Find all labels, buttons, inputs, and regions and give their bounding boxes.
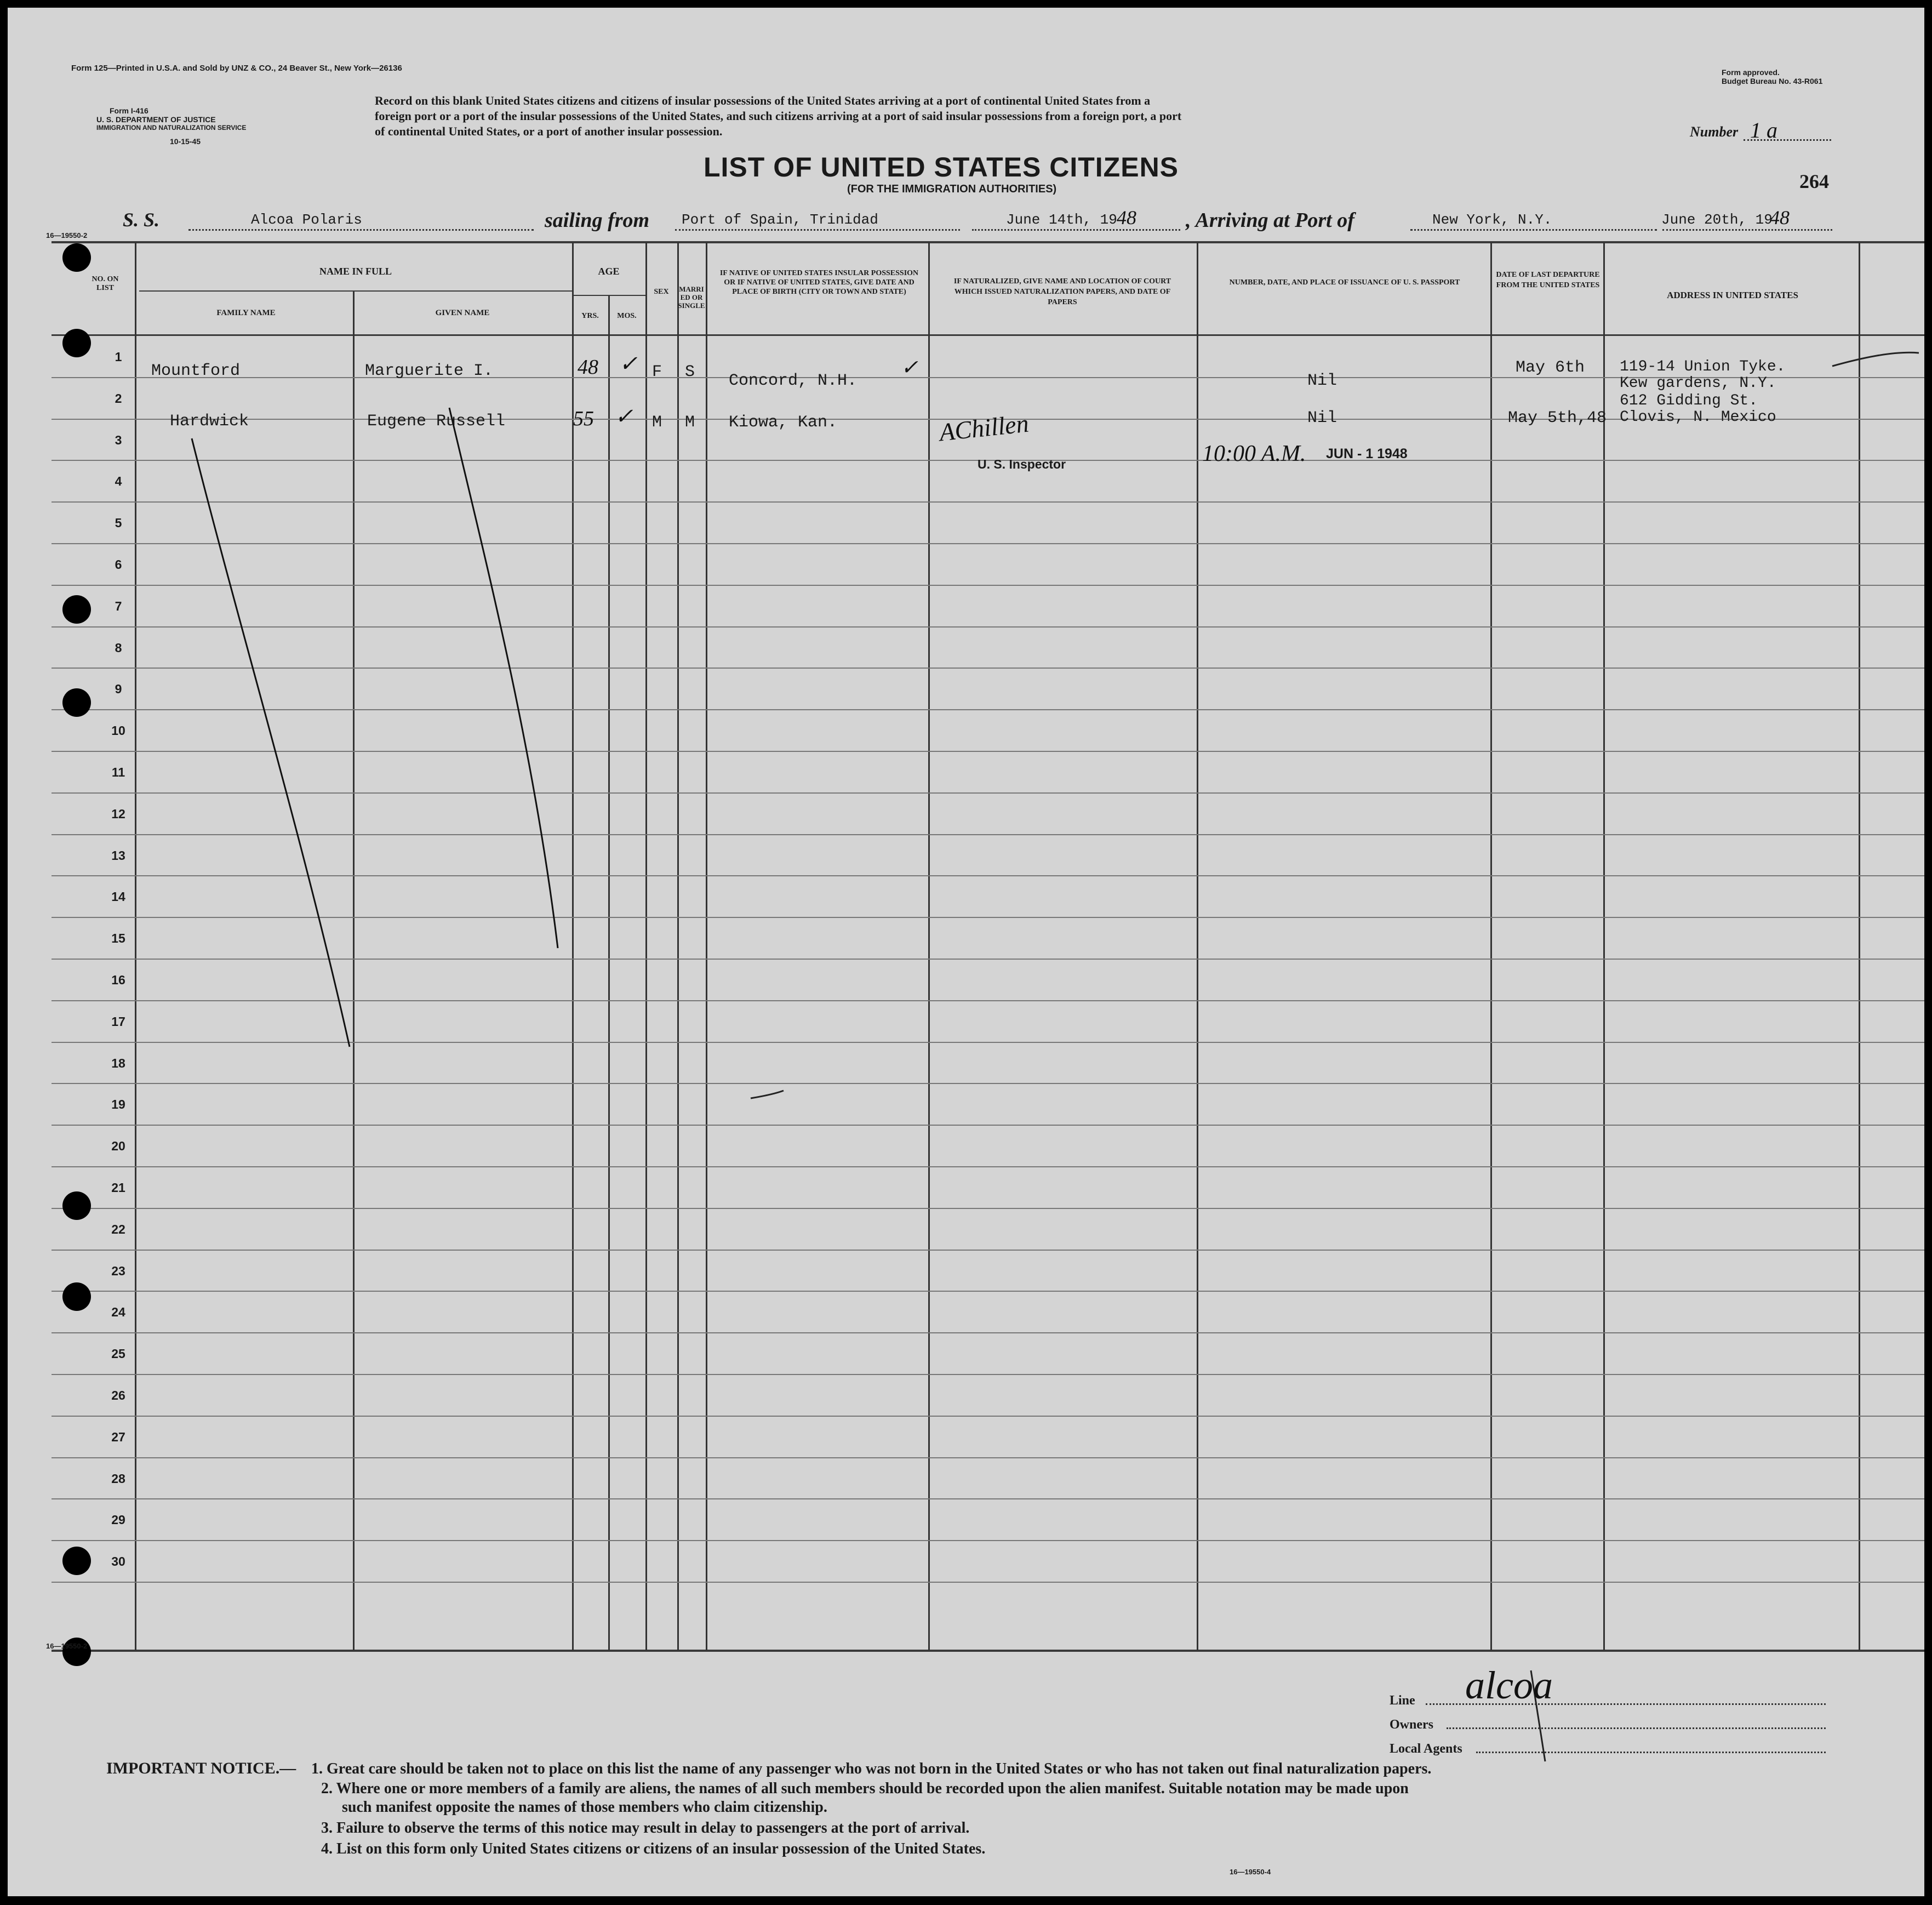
col-header-sex: SEX (654, 288, 669, 296)
row-1-address-line-2: Kew gardens, N.Y. (1620, 375, 1776, 392)
row-number: 3 (115, 432, 122, 447)
row-number: 9 (115, 682, 122, 697)
row-1-given-name: Marguerite I. (365, 362, 494, 380)
local-agents-label: Local Agents (1390, 1742, 1462, 1756)
owners-label: Owners (1390, 1718, 1433, 1732)
row-1-check: ✓ (619, 351, 638, 376)
col-header-name-in-full: NAME IN FULL (319, 266, 392, 277)
row-1-sex: F (652, 363, 662, 381)
stamp-date: JUN - 1 1948 (1326, 446, 1408, 461)
row-2-check: ✓ (615, 404, 633, 429)
departure-date: June 14th, 19 (1006, 212, 1117, 228)
budget-bureau: Budget Bureau No. 43-R061 (1722, 77, 1823, 85)
notice-item-2b: such manifest opposite the names of those members who claim citizenship. (342, 1799, 827, 1816)
col-header-yrs: YRS. (581, 312, 599, 320)
row-number: 19 (111, 1097, 125, 1112)
form-date: 10-15-45 (170, 137, 201, 146)
row-number: 16 (111, 973, 125, 987)
col-header-age: AGE (598, 266, 620, 277)
instructions-line-3: of continental United States, or a port of another insular possession. (375, 124, 723, 138)
row-1-age: 48 (578, 356, 598, 379)
number-value: 1 a (1750, 118, 1777, 142)
arrival-port: New York, N.Y. (1432, 212, 1552, 228)
row-number: 4 (115, 474, 122, 489)
arrival-year: 48 (1770, 207, 1790, 229)
ss-label: S. S. (123, 209, 160, 231)
line-value: alcoa (1465, 1663, 1553, 1707)
row-number: 17 (111, 1014, 125, 1029)
row-2-last-departure: May 5th,48 (1508, 409, 1607, 427)
row-number: 12 (111, 806, 125, 821)
row-1-marital: S (685, 363, 695, 381)
inspector-title: U. S. Inspector (978, 457, 1066, 471)
row-1-family-name: Mountford (151, 362, 241, 380)
col-header-address: ADDRESS IN UNITED STATES (1667, 290, 1798, 300)
notice-title: IMPORTANT NOTICE.— (106, 1759, 296, 1777)
row-number: 8 (115, 640, 122, 655)
row-2-given-name: Eugene Russell (367, 412, 506, 431)
row-1-birthplace: Concord, N.H. (729, 372, 858, 390)
row-1-address-line-1: 119-14 Union Tyke. (1620, 358, 1786, 375)
row-number: 13 (111, 848, 125, 863)
form-approved: Form approved. (1722, 68, 1780, 77)
col-header-last-departure: DATE OF LAST DEPARTURE FROM THE UNITED STATES (1496, 271, 1600, 289)
row-number: 25 (111, 1347, 125, 1361)
col-header-family-name: FAMILY NAME (216, 309, 276, 317)
notice-item-4: 4. List on this form only United States citizens or citizens of an insular possession of the United States. (321, 1840, 986, 1857)
row-2-address-line-1: 612 Gidding St. (1620, 392, 1758, 409)
instructions-line-2: foreign port or a port of the insular possessions of the United States, and such citizens arriving at a port of said insular possessions from a foreign port, a port (375, 109, 1182, 123)
manifest-sheet (8, 8, 1924, 1896)
row-number: 27 (111, 1429, 125, 1444)
ship-name: Alcoa Polaris (251, 212, 362, 228)
row-1-mark: ✓ (901, 356, 918, 379)
form-printer-note: Form 125—Printed in U.S.A. and Sold by UNZ & CO., 24 Beaver St., New York—26136 (71, 64, 402, 73)
service-name: IMMIGRATION AND NATURALIZATION SERVICE (96, 124, 247, 132)
row-number: 14 (111, 889, 125, 904)
footer-code: 16—19550-4 (1230, 1868, 1271, 1876)
page-subtitle: (FOR THE IMMIGRATION AUTHORITIES) (847, 183, 1057, 195)
notice-item-2: 2. Where one or more members of a family are aliens, the names of all such members should be recorded upon the alien manifest. Suitable notation may be made upon (321, 1780, 1409, 1797)
row-number: 1 (115, 350, 122, 364)
row-number: 23 (111, 1263, 125, 1278)
col-header-married: MARRIED OR SINGLE (678, 285, 705, 310)
row-number: 7 (115, 598, 122, 613)
row-number: 11 (111, 765, 125, 779)
arrival-date: June 20th, 19 (1661, 212, 1773, 228)
arriving-label: , Arriving at Port of (1186, 209, 1354, 232)
row-1-last-departure: May 6th (1516, 358, 1585, 377)
departure-year: 48 (1117, 207, 1136, 229)
inspector-signature: AChillen (938, 409, 1030, 447)
row-number: 21 (111, 1180, 125, 1195)
row-number: 22 (111, 1222, 125, 1236)
col-header-given-name: GIVEN NAME (435, 309, 490, 317)
row-number: 2 (115, 391, 122, 406)
row-2-family-name: Hardwick (170, 412, 249, 431)
page-number: 264 (1799, 170, 1829, 192)
row-number: 15 (111, 931, 125, 946)
row-number: 18 (111, 1056, 125, 1070)
row-2-marital: M (685, 413, 695, 432)
row-2-age: 55 (573, 407, 594, 430)
row-number: 29 (111, 1513, 125, 1527)
row-number: 28 (111, 1471, 125, 1486)
instructions-line-1: Record on this blank United States citizens and citizens of insular possessions of the United States arriving at a port of continental United States from a (375, 94, 1151, 107)
row-number: 26 (111, 1388, 125, 1402)
departure-port: Port of Spain, Trinidad (682, 212, 878, 228)
row-1-passport: Nil (1307, 372, 1337, 390)
col-header-mos: MOS. (617, 312, 637, 320)
sailing-from-label: sailing from (545, 209, 650, 232)
row-2-sex: M (652, 413, 662, 432)
row-2-passport: Nil (1307, 409, 1337, 427)
row-2-birthplace: Kiowa, Kan. (729, 413, 838, 432)
row-number: 10 (111, 723, 125, 738)
col-header-passport: NUMBER, DATE, AND PLACE OF ISSUANCE OF U. S. PASSPORT (1229, 278, 1460, 287)
row-number: 30 (111, 1554, 125, 1569)
side-code-top: 16—19550-2 (46, 231, 88, 239)
row-number: 20 (111, 1139, 125, 1154)
row-number: 6 (115, 557, 122, 572)
page-title: LIST OF UNITED STATES CITIZENS (704, 152, 1179, 182)
col-header-native: IF NATIVE OF UNITED STATES INSULAR POSSESSION OR IF NATIVE OF UNITED STATES, GIVE DATE AND PLACE OF BIRTH (CITY OR TOWN AND STATE) (719, 269, 919, 296)
side-code-bottom: 16—19550-2 (46, 1642, 88, 1650)
notice-item-3: 3. Failure to observe the terms of this notice may result in delay to passengers at the port of arrival. (321, 1820, 970, 1836)
col-header-naturalized: IF NATURALIZED, GIVE NAME AND LOCATION OF COURT WHICH ISSUED NATURALIZATION PAPERS, AND DATE OF PAPERS (953, 277, 1171, 306)
notice-item-1: 1. Great care should be taken not to place on this list the name of any passenger who was not born in the United States or who has not taken out final naturalization papers. (311, 1760, 1432, 1777)
form-number: Form I-416 (110, 106, 148, 115)
department-name: U. S. DEPARTMENT OF JUSTICE (96, 115, 216, 124)
line-label: Line (1390, 1693, 1415, 1708)
number-label: Number (1690, 124, 1739, 140)
col-header-no: NO. ON LIST (92, 275, 119, 292)
row-2-address-line-2: Clovis, N. Mexico (1620, 409, 1776, 426)
cancel-strokes (8, 8, 1924, 1896)
row-number: 24 (111, 1305, 125, 1320)
stamp-time: 10:00 A.M. (1202, 441, 1306, 466)
row-number: 5 (115, 516, 122, 531)
